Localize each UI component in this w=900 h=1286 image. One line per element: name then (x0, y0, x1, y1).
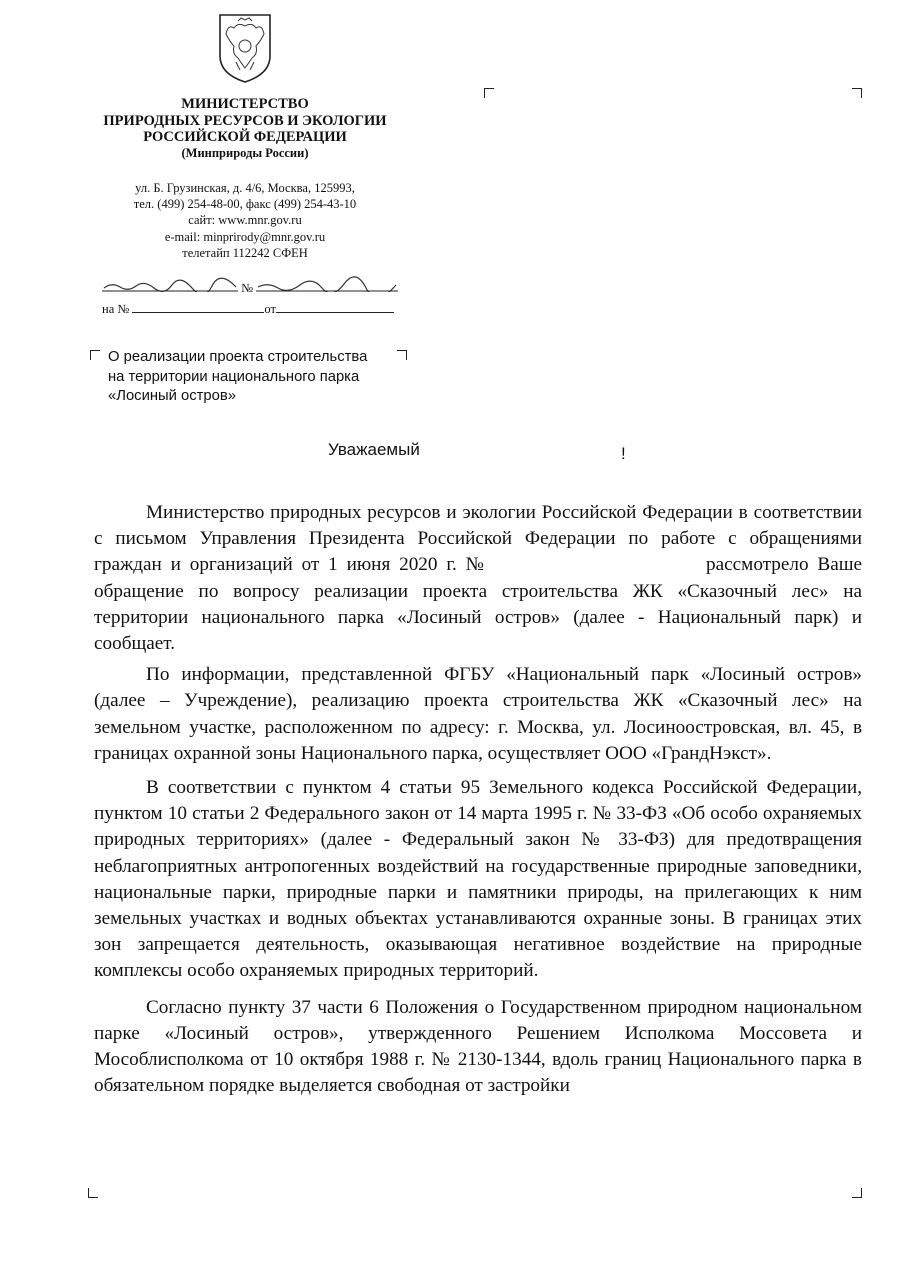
handwritten-date-scribble (102, 276, 238, 296)
subject-corner-left (90, 350, 100, 360)
address-corner-top-left (484, 88, 494, 98)
paragraph-4: Согласно пункту 37 части 6 Положения о Государственном природном национальном парке «Лосиный остров», утвержденного Решением Исполкома Моссовета и Мособлисполкома от 10 октября 1988 г. № 2130-1344, вдоль границ Национального парка в обязательном порядке выделяется свободная от застройки (94, 996, 862, 1097)
phone-fax: тел. (499) 254-48-00, факс (499) 254-43-10 (133, 197, 357, 212)
coat-of-arms-icon (214, 12, 276, 84)
paragraph-3: В соответствии с пунктом 4 статьи 95 Земельного кодекса Российской Федерации, пунктом 10 статьи 2 Федерального закон от 14 марта 1995 г. № 33-ФЗ «Об особо охраняемых природных территориях» (далее - Федеральный закон № 33-ФЗ) для предотвращения неблагоприятных антропогенных воздействий на государственные природные заповедники, национальные парки, природные парки и памятники природы, на прилегающих к ним земельных участках и водных объектах устанавливаются охранные зоны. В границах этих зон запрещается деятельность, оказывающая негативное воздействие на природные комплексы особо охраняемых природных территорий. (94, 777, 862, 982)
address-corner-top-right (852, 88, 862, 98)
teletype: телетайп 112242 СФЕН (182, 245, 308, 260)
salutation: Уважаемый (328, 440, 420, 459)
ministry-short-name: (Минприроды России) (181, 146, 309, 160)
number-label: № (241, 281, 254, 295)
page-corner-bottom-left (88, 1188, 98, 1198)
ministry-name: МИНИСТЕРСТВО ПРИРОДНЫХ РЕСУРСОВ И ЭКОЛОГИИ РОССИЙСКОЙ ФЕДЕРАЦИИ (103, 96, 387, 145)
letter-subject: О реализации проекта строительства на территории национального парка «Лосиный остров» (108, 349, 368, 405)
address: ул. Б. Грузинская, д. 4/6, Москва, 125993, (135, 181, 355, 195)
from-date-blank (276, 300, 394, 313)
page-corner-bottom-right (852, 1188, 862, 1198)
incoming-reference (102, 300, 394, 317)
on-number-blank (132, 300, 264, 313)
paragraph-1: Министерство природных ресурсов и экологии Российской Федерации в соответствии с письмом Управления Президента Российской Федерации по работе с обращениями граждан и организаций от 1 июня 2020 г. № рассмотрело Ваше обращение по вопросу реализации проекта строительства ЖК «Сказочный лес» на территории национального парка «Лосиный остров» (далее - Национальный парк) и сообщает. (94, 502, 862, 655)
letter-body (94, 500, 862, 1111)
ministry-contacts (80, 180, 410, 261)
email: e-mail: minprirody@mnr.gov.ru (164, 229, 326, 244)
from-label: от (264, 302, 276, 316)
paragraph-2: По информации, представленной ФГБУ «Национальный парк «Лосиный остров» (далее – Учреждение), реализацию проекта строительства ЖК «Сказочный лес» на земельном участке, расположенном по адресу: г. Москва, ул. Лосиноостровская, вл. 45, в границах охранной зоны Национального парка, осуществляет ООО «ГрандНэкст». (94, 664, 862, 764)
on-number-label: на № (102, 302, 130, 316)
website: сайт: www.mnr.gov.ru (188, 213, 302, 228)
salutation-punctuation: ! (621, 444, 626, 463)
handwritten-number-scribble (256, 276, 398, 296)
outgoing-reference (102, 276, 398, 296)
